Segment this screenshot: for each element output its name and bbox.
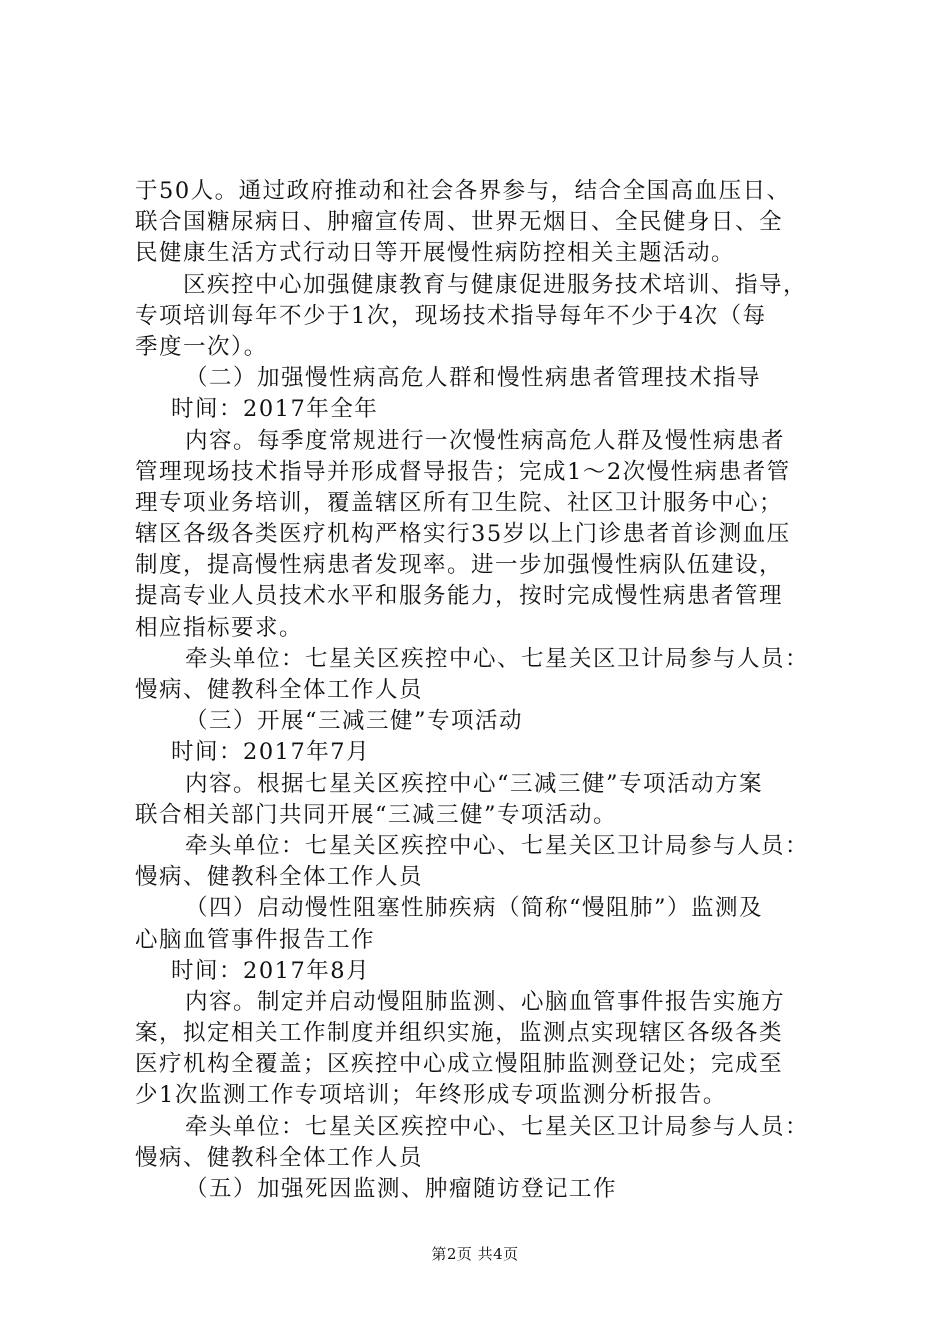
text-line: 制度，提高慢性病患者发现率。进一步加强慢性病队伍建设， — [135, 552, 784, 579]
text-line: （五）加强死因监测、肿瘤随访登记工作 — [185, 1176, 618, 1202]
text-line: 时间：2017年8月 — [171, 957, 371, 984]
text-line: 内容。每季度常规进行一次慢性病高危人群及慢性病患者 — [185, 427, 786, 454]
text-line: 理专项业务培训，覆盖辖区所有卫生院、社区卫计服务中心； — [135, 489, 784, 516]
text-line: 季度一次）。 — [135, 333, 268, 360]
text-line: 联合国糖尿病日、肿瘤宣传周、世界无烟日、全民健身日、全 — [135, 209, 784, 236]
text-line: 慢病、健教科全体工作人员 — [135, 677, 424, 703]
text-line: 提高专业人员技术水平和服务能力，按时完成慢性病患者管理 — [135, 583, 784, 610]
text-line: 牵头单位：七星关区疾控中心、七星关区卫计局参与人员： — [185, 1113, 810, 1140]
document-body — [135, 176, 835, 1205]
text-line: 区疾控中心加强健康教育与健康促进服务技术培训、指导， — [183, 271, 808, 298]
text-line: 时间：2017年7月 — [171, 739, 371, 766]
text-line: 慢病、健教科全体工作人员 — [135, 864, 424, 891]
text-line: 时间：2017年全年 — [171, 396, 379, 423]
text-line: 案，拟定相关工作制度并组织实施，监测点实现辖区各级各类 — [135, 1020, 784, 1047]
text-line: 医疗机构全覆盖；区疾控中心成立慢阻肺监测登记处；完成至 — [135, 1051, 784, 1078]
text-line: 专项培训每年不少于1次，现场技术指导每年不少于4次（每 — [135, 302, 767, 329]
text-line: 少1次监测工作专项培训；年终形成专项监测分析报告。 — [135, 1082, 727, 1109]
text-line: （二）加强慢性病高危人群和慢性病患者管理技术指导 — [185, 365, 762, 392]
text-line: （四）启动慢性阻塞性肺疾病（简称“慢阻肺”）监测及 — [185, 895, 764, 922]
text-line: 辖区各级各类医疗机构严格实行35岁以上门诊患者首诊测血压 — [135, 521, 791, 548]
page-footer: 第2页 共4页 — [431, 1245, 519, 1263]
text-line: 慢病、健教科全体工作人员 — [135, 1144, 424, 1171]
text-line: 内容。制定并启动慢阻肺监测、心脑血管事件报告实施方 — [185, 988, 786, 1015]
text-line: 牵头单位：七星关区疾控中心、七星关区卫计局参与人员： — [185, 645, 810, 672]
text-line: 牵头单位：七星关区疾控中心、七星关区卫计局参与人员： — [185, 832, 810, 859]
text-line: 联合相关部门共同开展“三减三健”专项活动。 — [135, 801, 618, 828]
text-line: 相应指标要求。 — [135, 614, 304, 641]
text-line: 心脑血管事件报告工作 — [135, 926, 376, 953]
text-line: 内容。根据七星关区疾控中心“三减三健”专项活动方案 — [185, 770, 764, 797]
text-line: 民健康生活方式行动日等开展慢性病防控相关主题活动。 — [135, 240, 736, 267]
text-line: （三）开展“三减三健”专项活动 — [185, 708, 524, 735]
text-line: 管理现场技术指导并形成督导报告；完成1～2次慢性病患者管 — [135, 458, 791, 485]
text-line: 于50人。通过政府推动和社会各界参与，结合全国高血压日、 — [135, 178, 791, 204]
